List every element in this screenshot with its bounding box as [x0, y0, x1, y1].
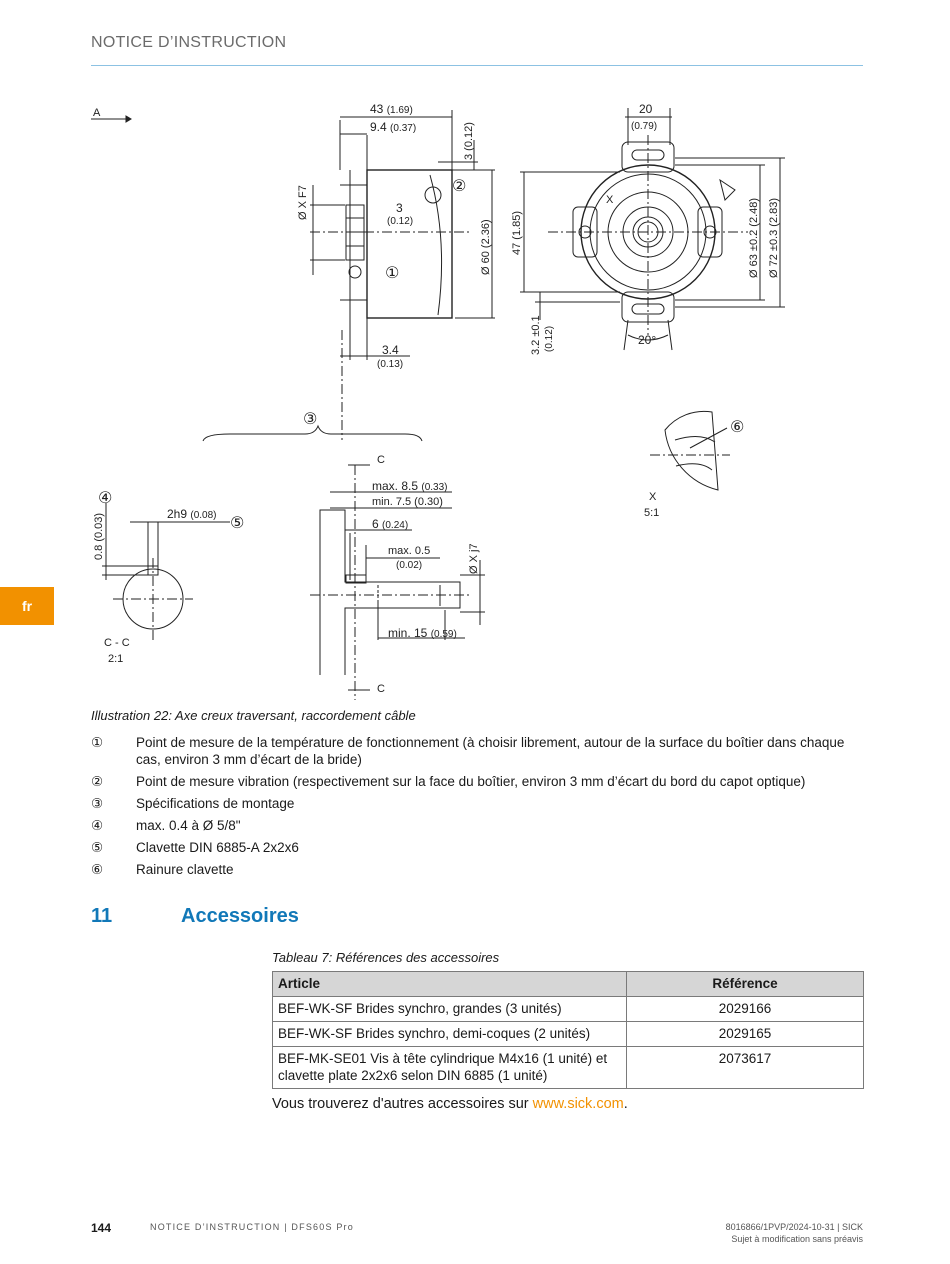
dim-72: Ø 72 ±0.3 (2.83) — [768, 197, 780, 278]
dim-max-8-5-inch: (0.33) — [421, 482, 448, 493]
dim-63: Ø 63 ±0.2 (2.48) — [748, 197, 760, 278]
table-caption: Tableau 7: Références des accessoires — [272, 950, 500, 965]
marker-5: ⑤ — [230, 515, 245, 532]
dim-20-degrees: 20° — [638, 333, 657, 347]
figure-caption: Illustration 22: Axe creux traversant, raccordement câble — [91, 708, 416, 723]
dim-6: 6 — [372, 517, 379, 531]
dim-3-4-inch: (0.13) — [377, 359, 404, 370]
dim-3: 3 — [396, 201, 403, 215]
page-number: 144 — [91, 1221, 112, 1235]
dim-47: 47 (1.85) — [511, 210, 523, 255]
marker-6: ⑥ — [730, 419, 745, 436]
footer-document: NOTICE D’INSTRUCTION | DFS60S Pro — [150, 1222, 354, 1232]
legend-number: ⑤ — [91, 840, 104, 855]
dim-max-0-5: max. 0.5 — [388, 545, 431, 557]
dim-2h9: 2h9 — [167, 507, 188, 521]
dim-max-0-5-inch: (0.02) — [396, 560, 423, 571]
section-title: Accessoires — [181, 905, 299, 927]
table-row — [273, 1022, 864, 1047]
legend-list — [91, 734, 866, 883]
svg-text:9.4 (0.37) — [370, 120, 416, 134]
dim-min-15: min. 15 — [388, 626, 428, 640]
view-label-a: A — [93, 107, 101, 119]
cell-article: BEF-WK-SF Brides synchro, grandes (3 unités) — [273, 997, 627, 1022]
legend-text: max. 0.4 à Ø 5/8" — [136, 818, 241, 833]
legend-text: Point de mesure de la température de fonctionnement (à choisir librement, autour de la surface du boîtier dans chaque cas, environ 3 mm d’écart de la bride) — [136, 735, 845, 767]
legend-text: Spécifications de montage — [136, 796, 295, 811]
dim-3-top: 3 (0.12) — [463, 122, 475, 160]
legend-number: ⑥ — [91, 862, 104, 877]
dim-3-2-inch: (0.12) — [544, 325, 555, 352]
more-prefix: Vous trouverez d'autres accessoires sur — [272, 1096, 533, 1112]
legend-item — [91, 734, 866, 768]
column-header-article: Article — [273, 972, 627, 997]
dim-9-4: 9.4 — [370, 120, 387, 134]
section-number: 11 — [91, 905, 113, 927]
dim-3-2: 3.2 ±0.1 — [530, 315, 542, 355]
svg-text:min. 15 (0.59) — [388, 626, 457, 640]
sick-website-link[interactable]: www.sick.com — [532, 1096, 624, 1112]
legend-text: Clavette DIN 6885-A 2x2x6 — [136, 840, 299, 855]
svg-text:6 (0.24) — [372, 517, 408, 531]
more-suffix: . — [623, 1096, 628, 1112]
section-heading — [91, 905, 299, 928]
accessories-table — [272, 971, 864, 1089]
legend-number: ① — [91, 735, 104, 750]
detail-x-scale: 5:1 — [644, 507, 660, 519]
dim-bore-f7: Ø X F7 — [297, 185, 309, 220]
dim-shaft-j7: Ø X j7 — [468, 543, 480, 574]
dim-43-inch: (1.69) — [386, 105, 413, 116]
footer-note: Sujet à modification sans préavis — [731, 1234, 863, 1244]
marker-1: ① — [385, 265, 400, 282]
dim-min-7-5: min. 7.5 (0.30) — [372, 496, 443, 508]
footer-reference — [726, 1221, 863, 1245]
language-tab[interactable]: fr — [0, 587, 54, 625]
dim-6-inch: (0.24) — [382, 520, 409, 531]
dim-20: 20 — [639, 102, 653, 116]
legend-text: Point de mesure vibration (respectivement sur la face du boîtier, environ 3 mm d’écart du bord du capot optique) — [136, 774, 806, 789]
footer-ref: 8016866/1PVP/2024-10-31 | SICK — [725, 1222, 863, 1232]
marker-3: ③ — [303, 411, 318, 428]
legend-number: ④ — [91, 818, 104, 833]
svg-text:2h9 (0.08) — [167, 507, 217, 521]
column-header-reference: Référence — [627, 972, 864, 997]
legend-item — [91, 839, 866, 856]
marker-4: ④ — [98, 490, 113, 507]
page-header-title: NOTICE D’INSTRUCTION — [91, 34, 287, 51]
legend-item — [91, 773, 866, 790]
svg-text:max. 8.5 (0.33) — [372, 479, 448, 493]
legend-text: Rainure clavette — [136, 862, 234, 877]
svg-text:43 (1.69) — [370, 102, 413, 116]
dim-9-4-inch: (0.37) — [390, 123, 417, 134]
table-row — [273, 1047, 864, 1089]
detail-x-label: X — [649, 491, 657, 503]
cell-reference: 2029166 — [627, 997, 864, 1022]
label-c-top: C — [377, 454, 385, 466]
legend-item — [91, 817, 866, 834]
cell-article: BEF-MK-SE01 Vis à tête cylindrique M4x16 (1 unité) et clavette plate 2x2x6 selon DIN 6885 (1 unité) — [273, 1047, 627, 1089]
dim-60: Ø 60 (2.36) — [480, 219, 492, 275]
dim-3-inch: (0.12) — [387, 216, 414, 227]
legend-item — [91, 861, 866, 878]
dim-0-8: 0.8 (0.03) — [93, 512, 105, 560]
more-accessories-note — [272, 1096, 628, 1112]
legend-number: ③ — [91, 796, 104, 811]
legend-item — [91, 795, 866, 812]
dim-min-15-inch: (0.59) — [430, 629, 457, 640]
cell-article: BEF-WK-SF Brides synchro, demi-coques (2 unités) — [273, 1022, 627, 1047]
dim-43: 43 — [370, 102, 384, 116]
marker-2: ② — [452, 178, 467, 195]
table-header-row — [273, 972, 864, 997]
legend-number: ② — [91, 774, 104, 789]
dim-2h9-inch: (0.08) — [190, 510, 217, 521]
label-c-bottom: C — [377, 683, 385, 695]
dim-max-8-5: max. 8.5 — [372, 479, 419, 493]
section-cc-label: C - C — [104, 637, 130, 649]
cell-reference: 2029165 — [627, 1022, 864, 1047]
dim-3-4: 3.4 — [382, 343, 399, 357]
label-x: X — [606, 194, 614, 206]
section-cc-scale: 2:1 — [108, 653, 124, 665]
dim-20-inch: (0.79) — [631, 121, 658, 132]
cell-reference: 2073617 — [627, 1047, 864, 1089]
table-row — [273, 997, 864, 1022]
